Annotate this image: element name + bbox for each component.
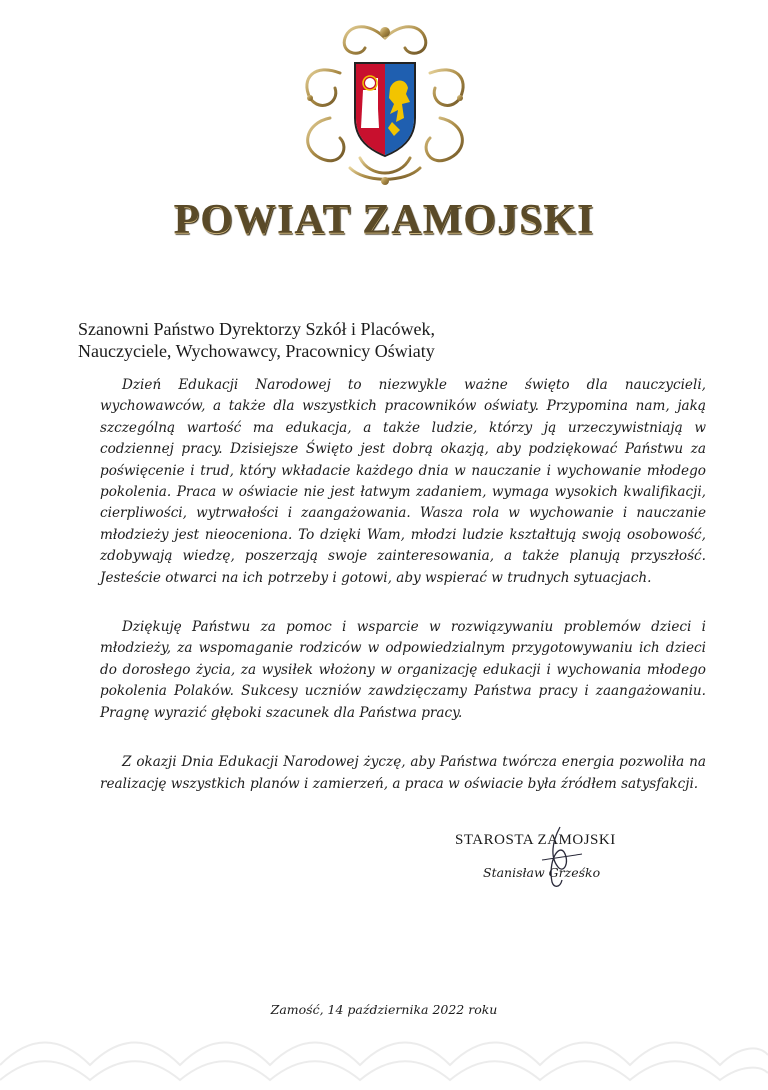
signature-mark: [530, 822, 590, 892]
organization-title: POWIAT ZAMOJSKI: [173, 197, 595, 243]
salutation-line-1: Szanowni Państwo Dyrektorzy Szkół i Placówek,: [78, 319, 435, 339]
salutation: [78, 318, 698, 362]
signatory-name: Stanisław Grześko: [483, 865, 601, 880]
paragraph-3: Z okazji Dnia Edukacji Narodowej życzę, aby Państwa twórcza energia pozwoliła na realizację wszystkich planów i zamierzeń, a praca w oświacie była źródłem satysfakcji.: [100, 754, 706, 792]
paragraph-1: Dzień Edukacji Narodowej to niezwykle ważne święto dla nauczycieli, wychowawców, a także dla wszystkich pracowników oświaty. Przypomina nam, jaką szczególną wartość ma edukacja, a także ludzie, którzy ją urzeczywistniają w codziennej pracy. Dzisiejsze Święto jest dobrą okazją, aby podziękować Państwu za poświęcenie i trud, który wkładacie każdego dnia w nauczanie i wychowanie młodego pokolenia. Praca w oświacie nie jest łatwym zadaniem, wymaga wysokich kwalifikacji, cierpliwości, wytrwałości i zaangażowania. Wasza rola w wychowanie i nauczanie młodzieży jest nieoceniona. To dzięki Wam, młodzi ludzie kształtują swoją osobowość, zdobywają wiedzę, poszerzają swoje zainteresowania, a także planują przyszłość. Jesteście otwarci na ich potrzeby i gotowi, aby wspierać w trudnych sytuacjach.: [100, 377, 706, 586]
signature-block: [455, 832, 675, 880]
coat-of-arms-icon: [290, 18, 480, 188]
paragraph-2: Dziękuję Państwu za pomoc i wsparcie w rozwiązywaniu problemów dzieci i młodzieży, za wspomaganie rodziców w odpowiedzialnym przygotowywaniu ich dzieci do dorosłego życia, za wysiłek włożony w organizację edukacji i wychowania młodego pokolenia Polaków. Sukcesy uczniów zawdzięczamy Państwa pracy i zaangażowaniu. Pragnę wyrazić głęboki szacunek dla Państwa pracy.: [100, 619, 706, 721]
ornament-icon: [0, 1015, 768, 1085]
signatory-title: STAROSTA ZAMOJSKI: [455, 832, 616, 848]
place-and-date: Zamość, 14 października 2022 roku: [270, 1002, 498, 1017]
letter-body: [100, 375, 706, 823]
salutation-line-2: Nauczyciele, Wychowawcy, Pracownicy Oświaty: [78, 341, 435, 361]
